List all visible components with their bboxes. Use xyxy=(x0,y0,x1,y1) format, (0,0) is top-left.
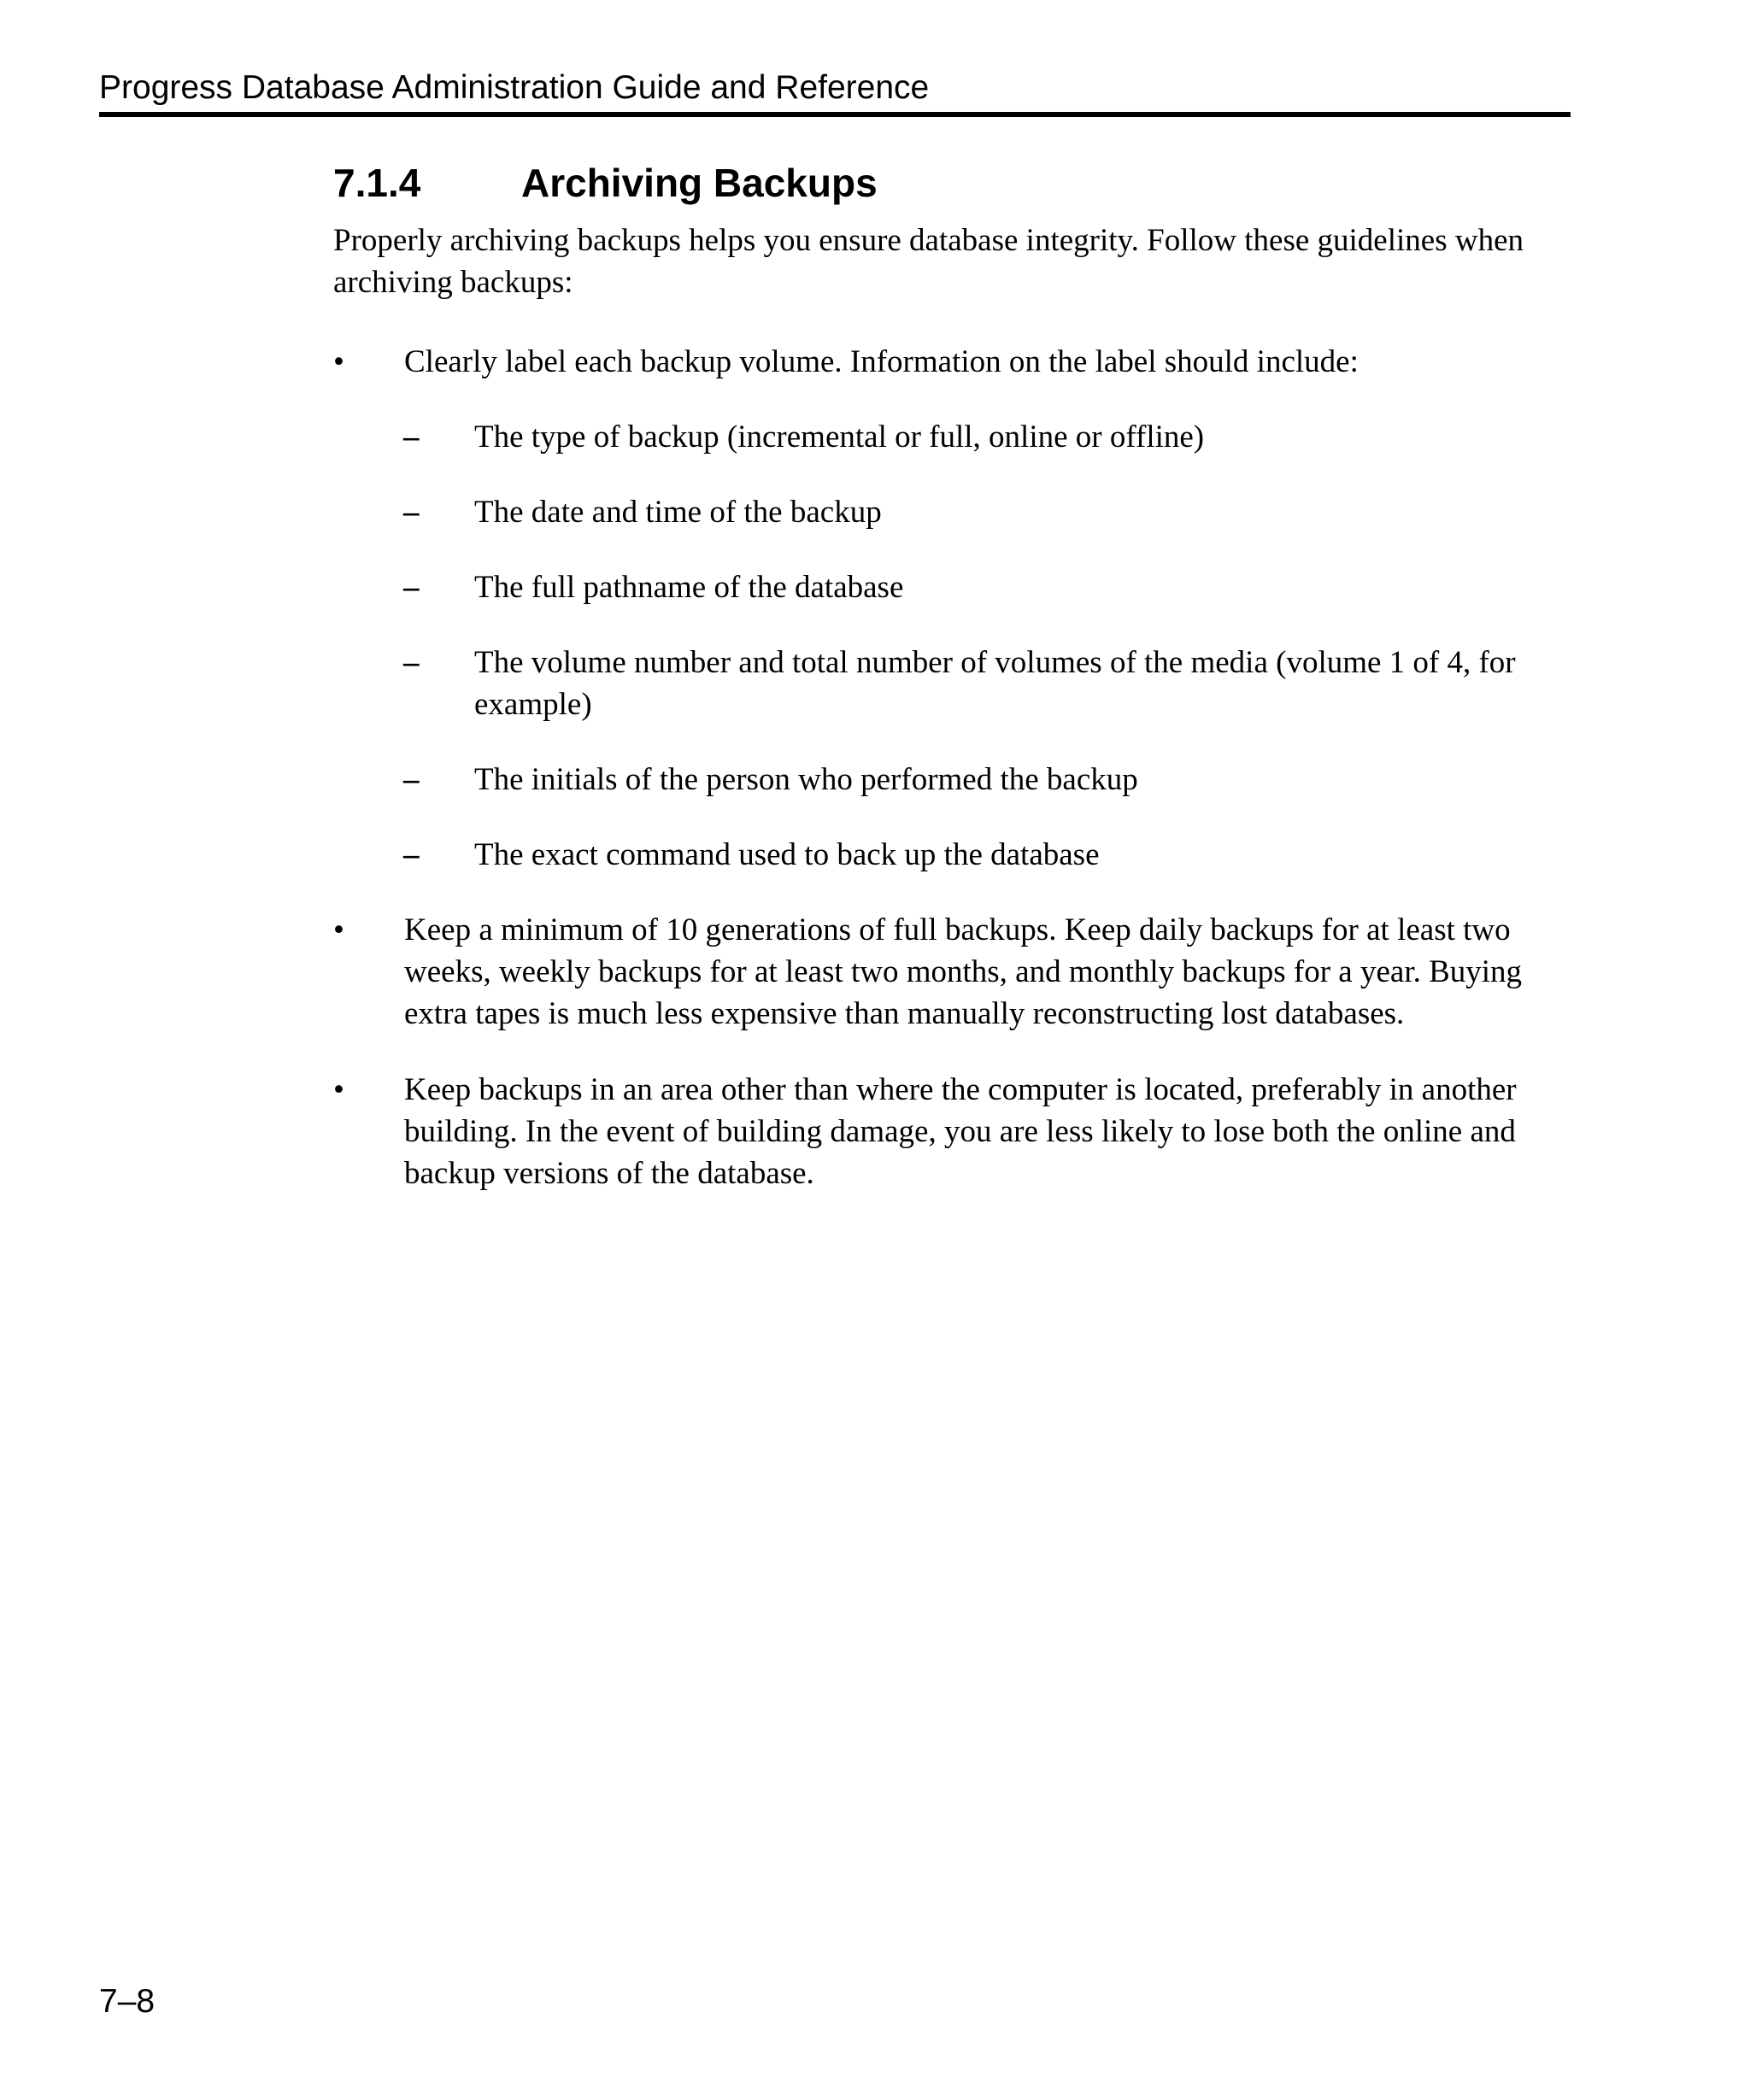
dash-text: The date and time of the backup xyxy=(474,495,882,530)
dash-text: The exact command used to back up the database xyxy=(474,837,1100,872)
dash-item xyxy=(403,759,1574,801)
page-number: 7–8 xyxy=(99,1983,156,2020)
dash-marker: – xyxy=(403,495,420,530)
section-number: 7.1.4 xyxy=(333,161,421,205)
dash-text: The initials of the person who performed the backup xyxy=(474,762,1138,797)
bullet-item xyxy=(333,341,1572,383)
dash-text: The type of backup (incremental or full, online or offline) xyxy=(474,419,1205,455)
bullet-marker: • xyxy=(333,912,344,947)
dash-item xyxy=(403,566,1574,608)
bullet-text: Keep backups in an area other than where the computer is located, preferably in another building. In the event of building damage, you are less likely to lose both the online and backup versions of the database. xyxy=(404,1072,1517,1191)
bullet-text: Keep a minimum of 10 generations of full backups. Keep daily backups for at least two weeks, weekly backups for at least two months, and monthly backups for a year. Buying extra tapes is much less expensive than manually reconstructing lost databases. xyxy=(404,912,1523,1031)
dash-item xyxy=(403,642,1574,725)
section-heading xyxy=(333,159,878,207)
dash-item xyxy=(403,491,1574,533)
dash-text: The volume number and total number of volumes of the media (volume 1 of 4, for example) xyxy=(474,645,1516,722)
dash-marker: – xyxy=(403,762,420,797)
section-title: Archiving Backups xyxy=(521,161,878,205)
bullet-item xyxy=(333,1069,1572,1194)
dash-item xyxy=(403,834,1574,876)
dash-marker: – xyxy=(403,645,420,680)
bullet-marker: • xyxy=(333,344,344,379)
intro-paragraph: Properly archiving backups helps you ensure database integrity. Follow these guidelines when archiving backups: xyxy=(333,223,1524,300)
header-rule xyxy=(99,112,1571,117)
dash-marker: – xyxy=(403,570,420,605)
bullet-item xyxy=(333,909,1572,1035)
running-header: Progress Database Administration Guide and Reference xyxy=(99,69,930,106)
dash-marker: – xyxy=(403,837,420,872)
dash-text: The full pathname of the database xyxy=(474,570,904,605)
bullet-marker: • xyxy=(333,1072,344,1107)
bullet-text: Clearly label each backup volume. Information on the label should include: xyxy=(404,344,1359,379)
dash-item xyxy=(403,416,1574,458)
dash-marker: – xyxy=(403,419,420,455)
